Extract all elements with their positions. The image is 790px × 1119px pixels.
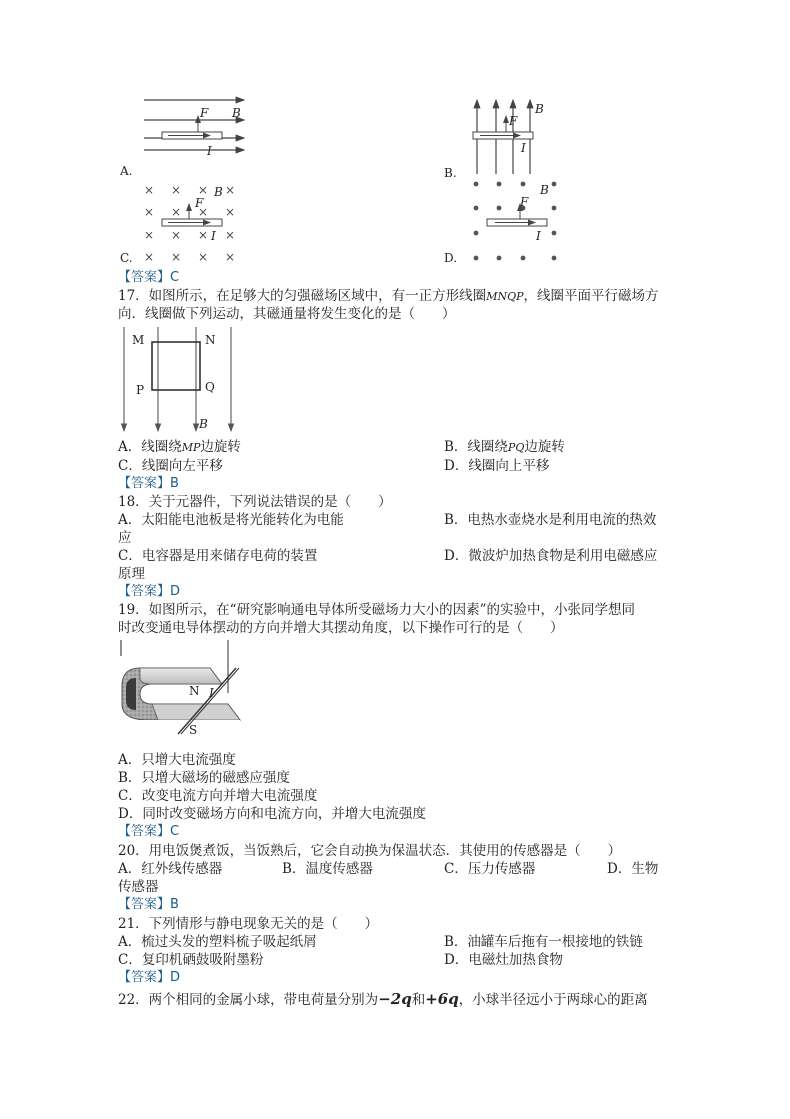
q19-label-n: N [189,684,200,698]
q20-stem: 20．用电饭煲煮饭，当饭熟后，它会自动换为保温状态．其使用的传感器是（ ） [118,843,622,859]
svg-text:×: × [224,228,236,242]
q18-option-c: C．电容器是用来储存电荷的装置 [118,548,318,564]
q16-option-a: A. [120,164,133,178]
q16-c-label-f: F [195,196,204,210]
q17-option-c: C．线圈向左平移 [118,458,223,474]
q18-stem: 18．关于元器件，下列说法错误的是（ ） [118,494,392,510]
svg-text:×: × [197,250,209,264]
q21-option-b: B．油罐车后拖有一根接地的铁链 [444,934,643,950]
q17-label-p: P [136,383,145,397]
q20-option-d-line2: 传感器 [118,879,159,895]
q20-answer: 【答案】B [118,897,179,912]
q16-d-label-b: B [540,183,549,197]
svg-text:×: × [143,228,155,242]
q17-label-b: B [199,417,208,431]
q19-stem-line2: 时改变通电导体摆动的方向并增大其摆动角度，以下操作可行的是（ ） [118,620,564,636]
svg-text:×: × [197,228,209,242]
svg-text:×: × [170,228,182,242]
svg-text:×: × [143,250,155,264]
q20-option-d-line1: D．生物 [607,861,659,877]
svg-text:×: × [170,250,182,264]
q18-option-d-line2: 原理 [118,566,145,582]
svg-text:×: × [197,183,209,197]
q19-label-i: I [209,686,214,700]
q16-a-label-i: I [207,144,212,158]
q16-c-label-i: I [211,229,216,243]
q19-label-s: S [189,723,198,737]
q16-option-b: B. [444,166,457,180]
q18-answer: 【答案】D [118,584,181,599]
q17-label-q: Q [205,380,215,394]
q19-option-b: B．只增大磁场的磁感应强度 [118,770,290,786]
svg-text:×: × [143,205,155,219]
q16-b-label-f: F [509,114,518,128]
q16-a-label-b: B [232,106,241,120]
svg-text:×: × [170,205,182,219]
q16-figure-c [140,182,250,264]
q18-option-b-line2: 应 [118,530,132,546]
q21-option-a: A．梳过头发的塑料梳子吸起纸屑 [118,934,317,950]
q16-d-label-i: I [536,229,541,243]
q16-d-label-f: F [520,195,529,209]
q16-a-label-f: F [200,106,209,120]
q16-c-label-b: B [214,185,223,199]
q17-stem-line2: 向．线圈做下列运动，其磁通量将发生变化的是（ ） [118,306,456,322]
svg-text:×: × [224,183,236,197]
q16-figure-d [465,178,565,264]
q16-figure-a [140,92,255,158]
q17-option-b: B．线圈绕PQ边旋转 [444,439,565,455]
q17-option-d: D．线圈向上平移 [444,458,550,474]
q18-option-d-line1: D．微波炉加热食物是利用电磁感应 [444,548,658,564]
q19-answer: 【答案】C [118,824,180,839]
q19-stem-line1: 19．如图所示，在“研究影响通电导体所受磁场力大小的因素”的实验中，小张同学想同 [118,602,635,618]
q22-stem: 22．两个相同的金属小球，带电荷量分别为−2q和+6q，小球半径远小于两球心的距离 [118,990,648,1008]
q21-option-c: C．复印机硒鼓吸附墨粉 [118,952,264,968]
q21-answer: 【答案】D [118,970,181,985]
svg-text:×: × [170,183,182,197]
q17-label-n: N [205,333,216,347]
q18-option-b-line1: B．电热水壶烧水是利用电流的热效 [444,512,657,528]
svg-text:×: × [224,250,236,264]
q17-stem-line1: 17．如图所示，在足够大的匀强磁场区域中，有一正方形线圈MNQP，线圈平面平行磁场方 [118,288,659,304]
q21-option-d: D．电磁灶加热食物 [444,952,563,968]
svg-text:×: × [143,183,155,197]
q20-option-c: C．压力传感器 [444,861,536,877]
q16-b-label-i: I [521,141,526,155]
q21-stem: 21．下列情形与静电现象无关的是（ ） [118,916,379,932]
q16-b-label-b: B [535,102,544,116]
q19-magnet-photo [118,638,243,746]
q18-option-a: A．太阳能电池板是将光能转化为电能 [118,512,344,528]
q16-answer: 【答案】C [118,270,180,285]
q19-option-c: C．改变电流方向并增大电流强度 [118,788,318,804]
q20-option-b: B．温度传感器 [282,861,373,877]
q17-answer: 【答案】B [118,476,179,491]
q17-option-a: A．线圈绕MP边旋转 [118,439,241,455]
q16-option-d: D. [444,251,458,265]
q19-option-d: D．同时改变磁场方向和电流方向，并增大电流强度 [118,806,426,822]
svg-text:×: × [224,205,236,219]
q19-option-a: A．只增大电流强度 [118,752,236,768]
svg-text:×: × [197,205,209,219]
q17-label-m: M [132,333,145,347]
q16-option-c: C. [120,251,133,265]
q20-option-a: A．红外线传感器 [118,861,223,877]
